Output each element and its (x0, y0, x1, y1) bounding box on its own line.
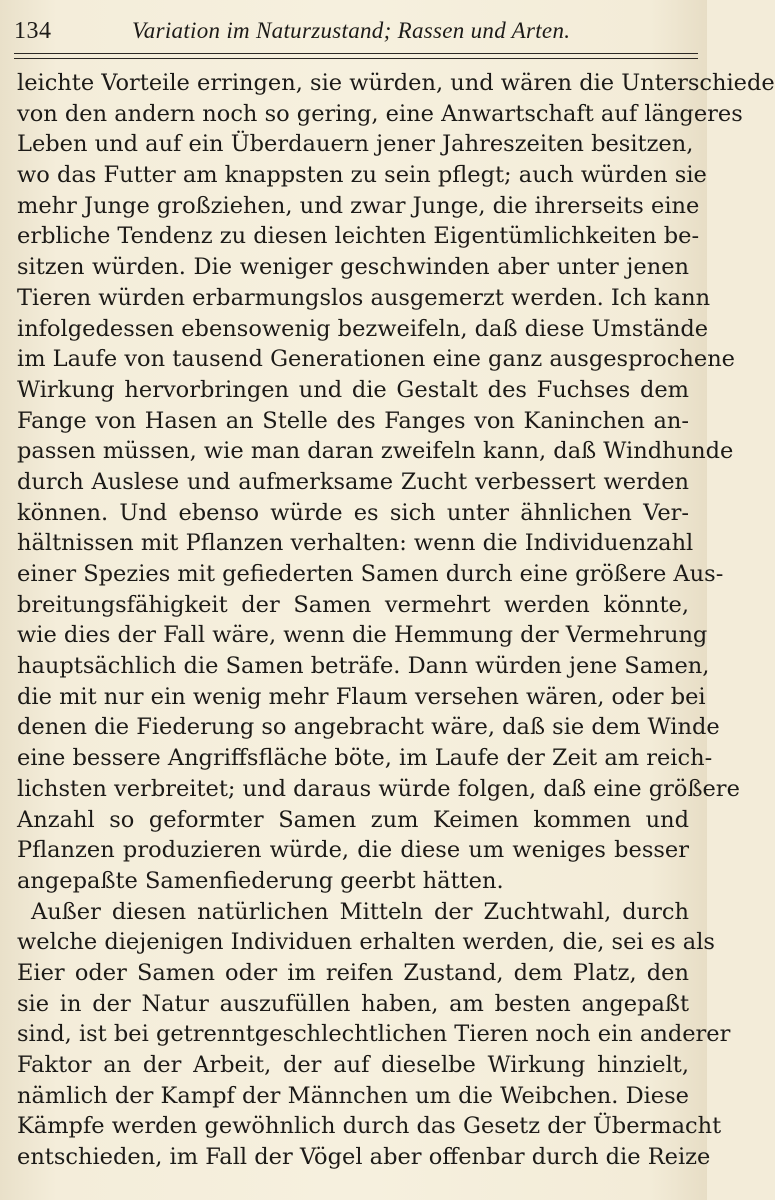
text-line: wie dies der Fall wäre, wenn die Hemmung der Vermehrung (17, 622, 708, 649)
text-line: wo das Futter am knappsten zu sein pflegt; auch würden sie (17, 162, 707, 189)
text-line: erbliche Tendenz zu diesen leichten Eigentümlichkeiten be- (17, 223, 700, 250)
page-header (14, 14, 700, 48)
text-line: entschieden, im Fall der Vögel aber offenbar durch die Reize (17, 1144, 711, 1171)
text-line: leichte Vorteile erringen, sie würden, und wären die Unterschiede (17, 70, 775, 96)
text-line: angepaßte Samenfiederung geerbt hätten. (17, 867, 504, 894)
text-line: Fange von Hasen an Stelle des Fanges von Kaninchen an- (17, 407, 689, 434)
text-line: Kämpfe werden gewöhnlich durch das Gesetz der Übermacht (17, 1113, 722, 1140)
text-line: Wirkung hervorbringen und die Gestalt des Fuchses dem (17, 376, 689, 403)
text-line: die mit nur ein wenig mehr Flaum versehen wären, oder bei (17, 683, 706, 710)
text-line: denen die Fiederung so angebracht wäre, daß sie dem Winde (17, 714, 720, 741)
text-line: lichsten verbreitet; und daraus würde folgen, daß eine größere (17, 775, 740, 802)
text-line: sitzen würden. Die weniger geschwinden aber unter jenen (17, 254, 689, 281)
text-line: mehr Junge großziehen, und zwar Junge, die ihrerseits eine (17, 192, 700, 219)
text-line: infolgedessen ebensowenig bezweifeln, daß diese Umstände (17, 315, 709, 342)
running-title: Variation im Naturzustand; Rassen und Arten. (132, 18, 571, 43)
header-rule-bottom (14, 58, 698, 59)
text-line: im Laufe von tausend Generationen eine ganz ausgesprochene (17, 346, 736, 373)
text-line: sind, ist bei getrenntgeschlechtlichen Tieren noch ein anderer (17, 1021, 731, 1048)
text-line: passen müssen, wie man daran zweifeln kann, daß Windhunde (17, 438, 734, 465)
text-line: Eier oder Samen oder im reifen Zustand, dem Platz, den (17, 959, 689, 986)
header-rule-top (14, 53, 698, 54)
body-text (17, 68, 775, 1173)
text-line: welche diejenigen Individuen erhalten werden, die, sei es als (17, 929, 715, 956)
text-line: hauptsächlich die Samen beträfe. Dann würden jene Samen, (17, 653, 710, 680)
text-line: Leben und auf ein Überdauern jener Jahreszeiten besitzen, (17, 131, 694, 158)
text-line: können. Und ebenso würde es sich unter ähnlichen Ver- (17, 499, 689, 526)
text-line: Anzahl so geformter Samen zum Keimen kommen und (17, 806, 689, 833)
paragraph-2 (17, 897, 731, 1173)
paragraph-1 (17, 68, 775, 897)
text-line: breitungsfähigkeit der Samen vermehrt werden könnte, (17, 591, 689, 618)
text-line: nämlich der Kampf der Männchen um die Weibchen. Diese (17, 1082, 689, 1109)
page-number: 134 (14, 18, 52, 44)
text-line: durch Auslese und aufmerksame Zucht verbessert werden (17, 468, 689, 495)
text-line: eine bessere Angriffsfläche böte, im Laufe der Zeit am reich- (17, 745, 713, 772)
text-line: sie in der Natur auszufüllen haben, am besten angepaßt (17, 990, 689, 1017)
text-line: hältnissen mit Pflanzen verhalten: wenn die Individuenzahl (17, 530, 694, 557)
text-line: Außer diesen natürlichen Mitteln der Zuchtwahl, durch (31, 898, 689, 925)
text-line: von den andern noch so gering, eine Anwartschaft auf längeres (17, 100, 743, 127)
text-line: Pflanzen produzieren würde, die diese um weniges besser (17, 837, 689, 864)
text-line: Faktor an der Arbeit, der auf dieselbe Wirkung hinzielt, (17, 1052, 689, 1078)
text-line: Tieren würden erbarmungslos ausgemerzt werden. Ich kann (17, 284, 711, 311)
text-line: einer Spezies mit gefiederten Samen durch eine größere Aus- (17, 561, 724, 587)
